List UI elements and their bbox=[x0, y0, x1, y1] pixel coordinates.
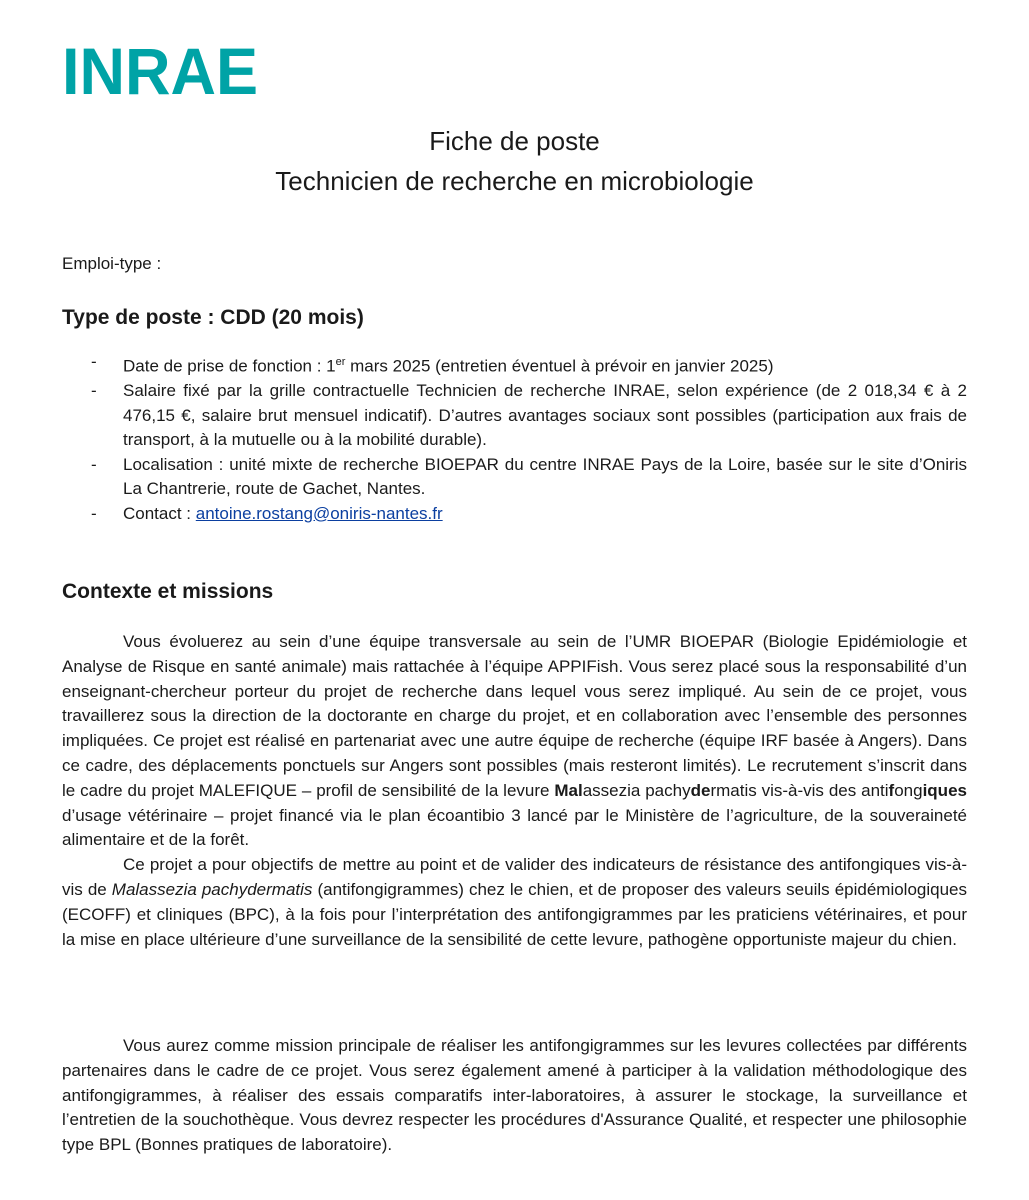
document-title: Fiche de poste bbox=[429, 126, 600, 156]
contact-label: Contact : bbox=[123, 503, 196, 523]
list-dash: - bbox=[91, 381, 97, 401]
p1-bold: f bbox=[888, 780, 895, 800]
mission-body bbox=[62, 1034, 967, 1158]
salaire-text: Salaire fixé par la grille contractuelle Technicien de recherche INRAE, selon expérience (de 2 018,34 € à 2 476,15 €, salaire brut mensuel indicatif). D’autres avantages sociaux sont possibles (participation aux frais de transport, à la mutuelle ou à la mobilité durable). bbox=[123, 381, 967, 450]
contexte-paragraph-3: Vous aurez comme mission principale de réaliser les antifongigrammes sur les levures collectées par différents partenaires dans le cadre de ce projet. Vous serez également amené à participer à la validation méthodologique des antifongigrammes, à réaliser des essais comparatifs inter-laboratoires, à assurer le stockage, la surveillance et l’entretien de la souchothèque. Vous devrez respecter les procédures d'Assurance Qualité, et respecter une philosophie type BPL (Bonnes pratiques de laboratoire). bbox=[62, 1036, 967, 1155]
date-superscript: er bbox=[335, 356, 346, 368]
p1-text: d’usage vétérinaire – projet financé via le plan écoantibio 3 lancé par le Ministère de l’agriculture, de la souveraineté alimentaire et de la forêt. bbox=[62, 805, 967, 850]
list-item-contact bbox=[62, 502, 967, 527]
p1-text: rmatis vis-à-vis des anti bbox=[710, 780, 889, 800]
date-text: Date de prise de fonction : 1 bbox=[123, 356, 336, 376]
p2-text: (antifongigrammes) chez le chien, et de proposer des valeurs seuils épidémiologiques (ECOFF) et cliniques (BPC), à la fois pour l’interprétation des antifongigrammes par les praticiens vétérinaires, et pour la mise en place ultérieure d’une surveillance de la sensibilité de cette levure, pathogène opportuniste majeur du chien. bbox=[62, 879, 968, 949]
type-de-poste-heading: Type de poste : CDD (20 mois) bbox=[62, 306, 364, 329]
inrae-logo bbox=[62, 40, 262, 100]
p1-text: Vous évoluerez au sein d’une équipe transversale au sein de l’UMR BIOEPAR (Biologie Epidémiologie et Analyse de Risque en santé animale) mais rattachée à l’équipe APPIFish. Vous serez placé sous la responsabilité d’un enseignant-chercheur porteur du projet de recherche dans lequel vous serez impliqué. Au sein de ce projet, vous travaillerez sous la direction de la doctorante en charge du projet, et en collaboration avec l’ensemble des personnes impliquées. Ce projet est réalisé en partenariat avec une autre équipe de recherche (équipe IRF basée à Angers). Dans ce cadre, des déplacements ponctuels sur Angers sont possibles (mais resteront limités). Le recrutement s’inscrit dans le cadre du projet MALEFIQUE – profil de sensibilité de la levure bbox=[62, 632, 967, 800]
list-dash: - bbox=[91, 352, 97, 371]
p2-text: Ce projet a pour objectifs de mettre au point et de valider des indicateurs de résistance des antifongiques vis-à-vis de bbox=[62, 855, 967, 899]
contact-email-link[interactable]: antoine.rostang@oniris-nantes.fr bbox=[195, 503, 443, 523]
list-item-salaire bbox=[62, 379, 967, 453]
date-text-rest: mars 2025 (entretien éventuel à prévoir en janvier 2025) bbox=[345, 356, 774, 376]
emploi-type-label: Emploi-type : bbox=[62, 254, 162, 273]
list-item-localisation bbox=[62, 453, 967, 502]
document-subtitle: Technicien de recherche en microbiologie bbox=[275, 166, 754, 196]
p1-bold: Mal bbox=[554, 780, 583, 800]
contexte-paragraph-2 bbox=[62, 853, 967, 952]
p2-italic: Malassezia pachydermatis bbox=[111, 879, 313, 899]
localisation-text: Localisation : unité mixte de recherche BIOEPAR du centre INRAE Pays de la Loire, basée sur le site d’Oniris La Chantrerie, route de Gachet, Nantes. bbox=[123, 454, 967, 499]
contexte-body bbox=[62, 630, 967, 952]
list-dash: - bbox=[91, 503, 97, 523]
job-details-list bbox=[62, 350, 967, 526]
p1-text: assezia pachy bbox=[582, 780, 691, 800]
p1-bold: de bbox=[690, 780, 711, 800]
p1-bold: iques bbox=[922, 780, 967, 800]
list-item-date bbox=[62, 350, 967, 379]
contexte-heading: Contexte et missions bbox=[62, 580, 274, 603]
contexte-paragraph-1 bbox=[62, 630, 967, 853]
p1-text: ong bbox=[894, 780, 923, 800]
list-dash: - bbox=[91, 454, 97, 474]
inrae-logo-text: INRAE bbox=[62, 40, 258, 100]
